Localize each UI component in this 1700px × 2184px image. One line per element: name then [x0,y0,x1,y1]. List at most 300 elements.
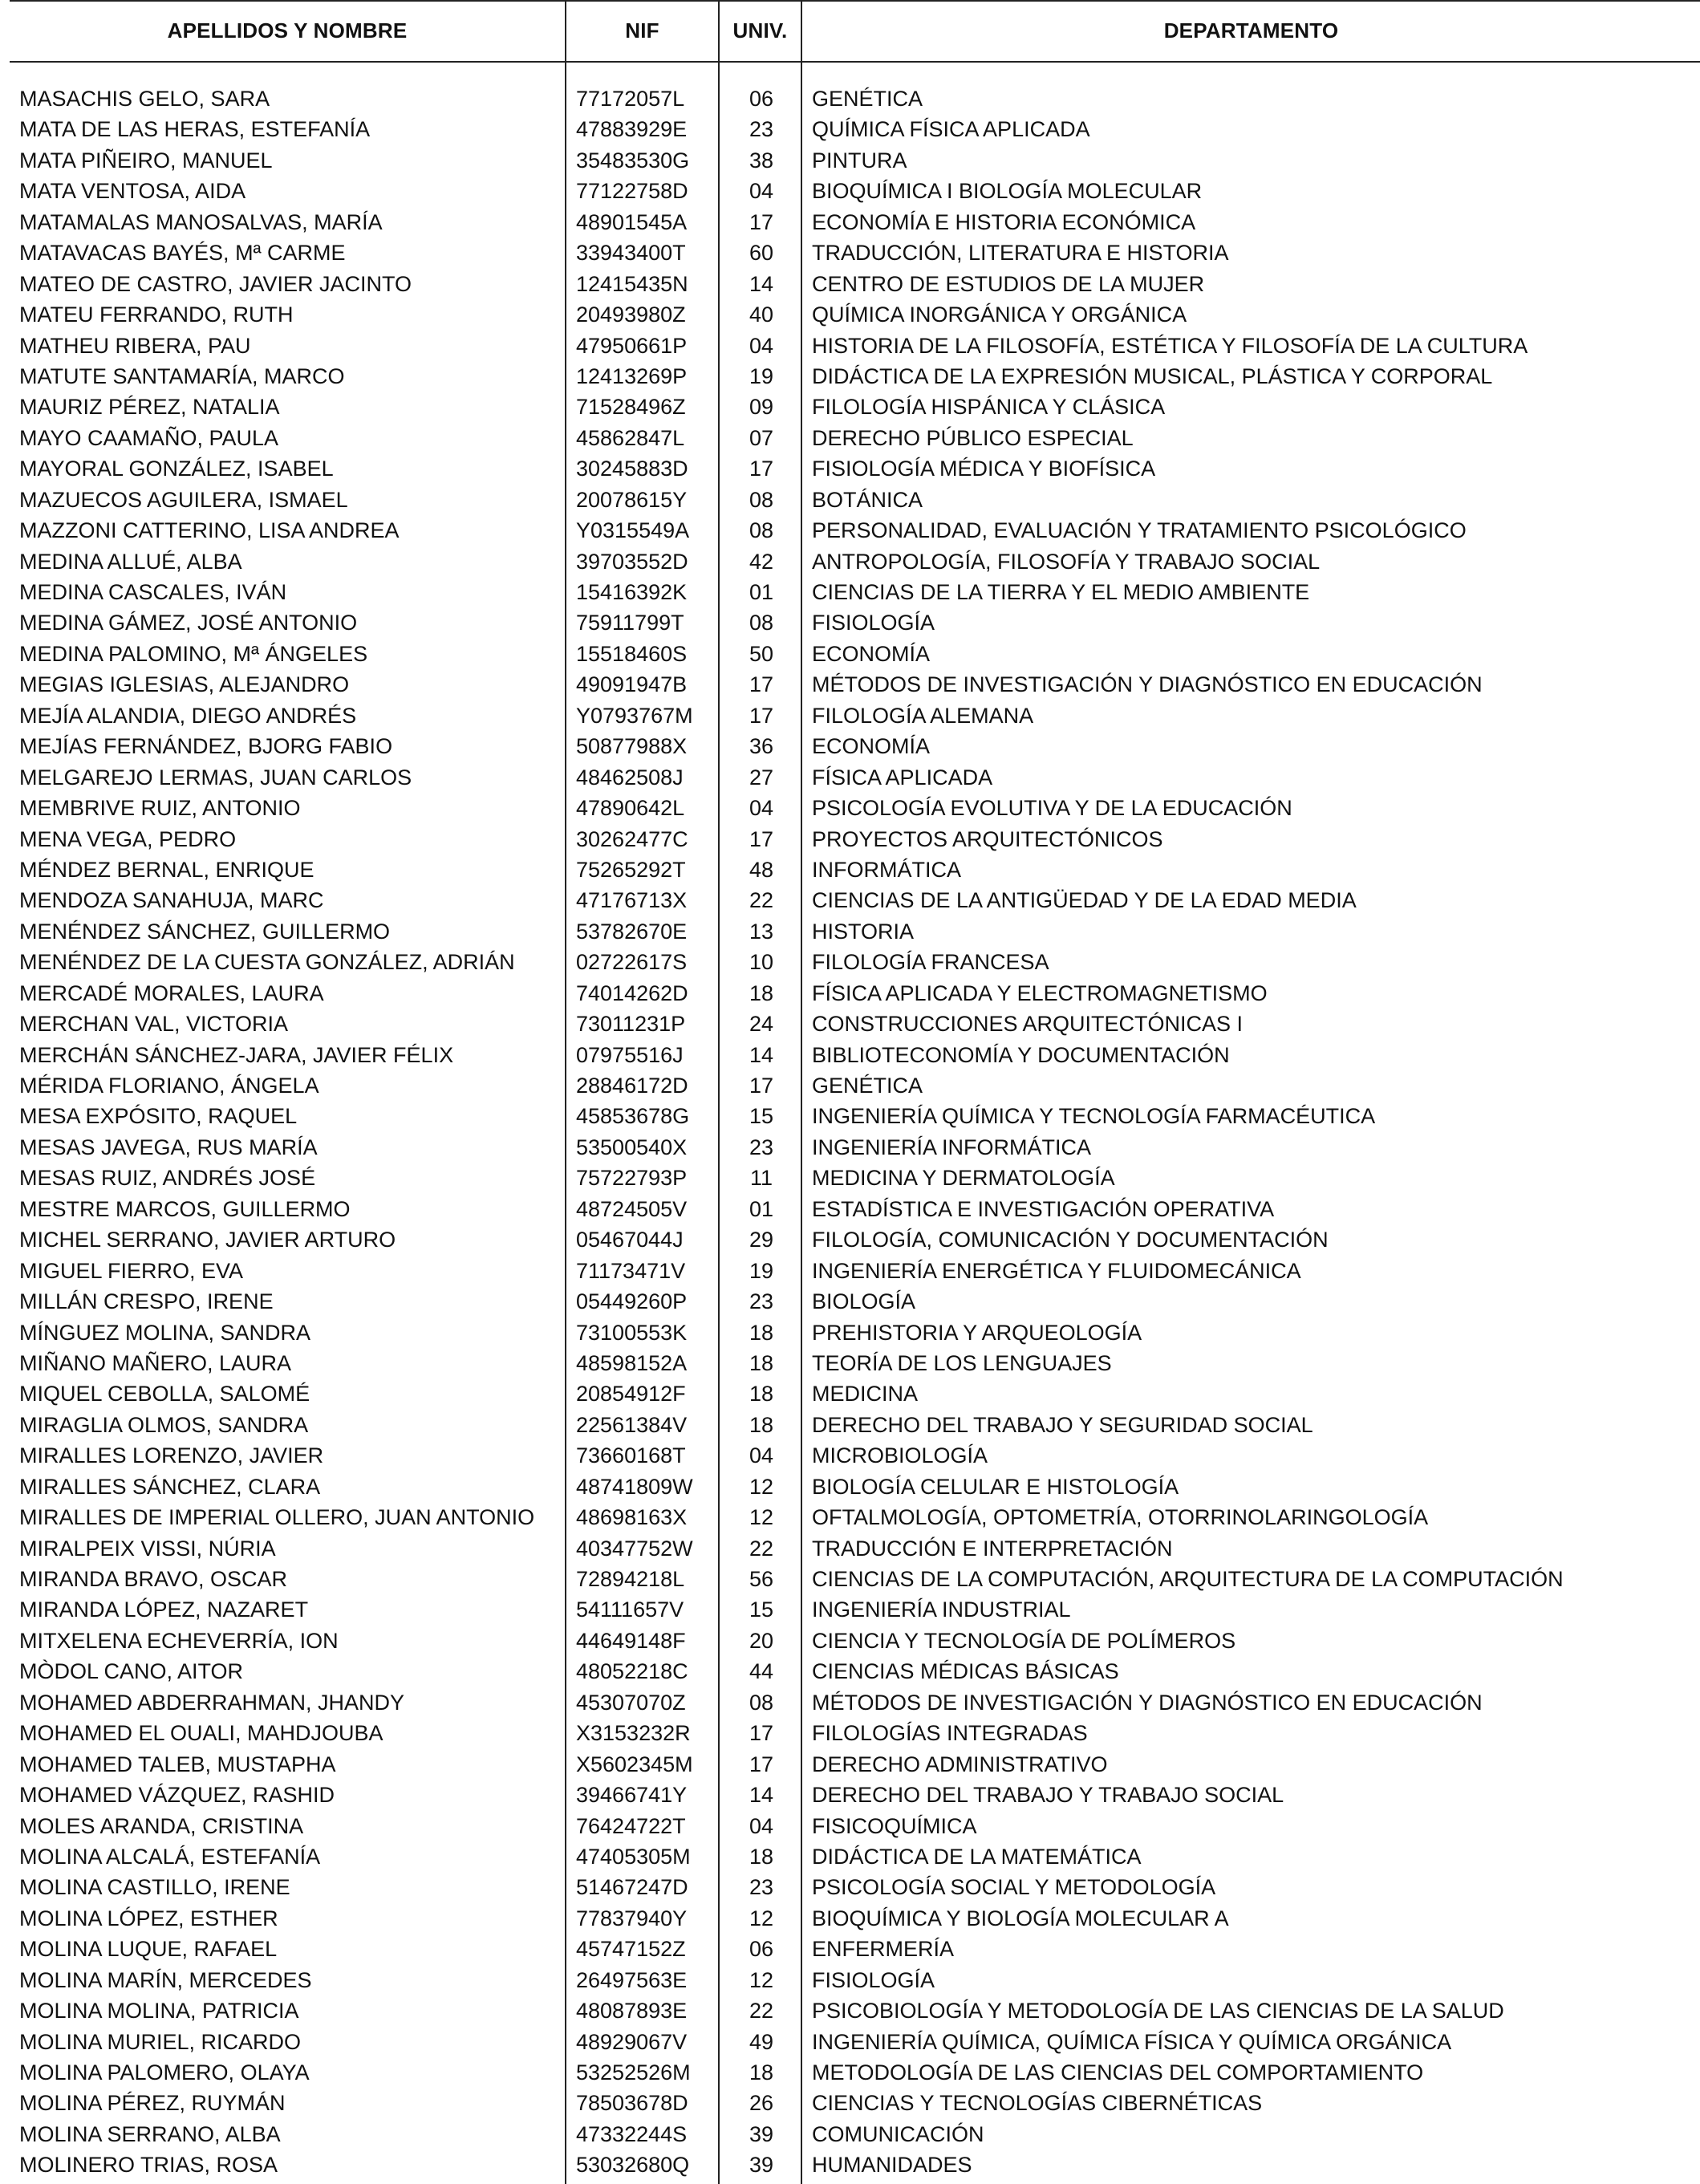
cell-nif: 05467044J [576,1228,684,1252]
cell-nif: 48698163X [576,1505,688,1530]
cell-name: MÒDOL CANO, AITOR [19,1659,244,1684]
cell-nif: 75265292T [576,857,686,882]
table-row [0,639,1700,669]
cell-dept: OFTALMOLOGÍA, OPTOMETRÍA, OTORRINOLARINGOLOGÍA [812,1505,1429,1530]
cell-name: MOLINA MURIEL, RICARDO [19,2029,302,2054]
cell-dept: DERECHO PÚBLICO ESPECIAL [812,425,1134,450]
cell-nif: 20854912F [576,1382,686,1407]
cell-name: MOLINA PÉREZ, RUYMÁN [19,2091,286,2116]
cell-dept: FILOLOGÍAS INTEGRADAS [812,1721,1088,1746]
cell-name: MOLINA MOLINA, PATRICIA [19,1999,299,2024]
cell-univ: 44 [749,1659,774,1684]
cell-dept: MEDICINA [812,1382,919,1407]
table-row [0,2088,1700,2118]
table-row [0,1626,1700,1656]
header-name: APELLIDOS Y NOMBRE [167,18,408,43]
table-row [0,577,1700,607]
cell-univ: 27 [749,765,774,790]
cell-univ: 18 [749,980,774,1005]
cell-nif: 76424722T [576,1813,686,1838]
table-row [0,1256,1700,1286]
table-row [0,1472,1700,1502]
cell-univ: 60 [749,241,774,266]
table-row [0,1440,1700,1471]
cell-univ: 08 [749,1690,774,1715]
cell-univ: 40 [749,302,774,327]
cell-dept: DERECHO DEL TRABAJO Y SEGURIDAD SOCIAL [812,1412,1313,1437]
cell-univ: 23 [749,1875,774,1900]
cell-univ: 13 [749,919,774,944]
cell-nif: 77122758D [576,179,688,204]
table-row [0,669,1700,700]
cell-univ: 24 [749,1012,774,1037]
cell-univ: 06 [749,87,774,111]
cell-nif: 73100553K [576,1320,688,1345]
table-row [0,361,1700,392]
table-row [0,824,1700,855]
cell-univ: 22 [749,1536,774,1561]
table-row [0,515,1700,546]
cell-nif: 45862847L [576,425,685,450]
cell-nif: 48087893E [576,1999,688,2024]
cell-name: MAURIZ PÉREZ, NATALIA [19,395,280,420]
cell-univ: 26 [749,2091,774,2116]
cell-dept: INGENIERÍA QUÍMICA, QUÍMICA FÍSICA Y QUÍMICA ORGÁNICA [812,2029,1452,2054]
table-row [0,176,1700,206]
cell-dept: MÉTODOS DE INVESTIGACIÓN Y DIAGNÓSTICO EN EDUCACIÓN [812,1690,1483,1715]
cell-dept: HISTORIA [812,919,915,944]
cell-nif: 77837940Y [576,1906,688,1930]
table-row [0,731,1700,761]
cell-dept: HISTORIA DE LA FILOSOFÍA, ESTÉTICA Y FILOSOFÍA DE LA CULTURA [812,333,1528,358]
table-row [0,1811,1700,1841]
cell-nif: 47890642L [576,796,685,821]
table-row [0,237,1700,268]
cell-dept: BIOLOGÍA CELULAR E HISTOLOGÍA [812,1474,1179,1499]
cell-dept: INGENIERÍA ENERGÉTICA Y FLUIDOMECÁNICA [812,1258,1301,1283]
cell-name: MOHAMED EL OUALI, MAHDJOUBA [19,1721,383,1746]
cell-name: MOLINA LUQUE, RAFAEL [19,1937,278,1962]
cell-nif: 48741809W [576,1474,693,1499]
table-row [0,855,1700,885]
table-row [0,269,1700,299]
table-row [0,762,1700,793]
cell-nif: 47950661P [576,333,688,358]
cell-nif: 12415435N [576,271,688,296]
table-body [0,83,1700,2181]
cell-univ: 08 [749,487,774,512]
cell-dept: CONSTRUCCIONES ARQUITECTÓNICAS I [812,1012,1244,1037]
cell-univ: 19 [749,363,774,388]
cell-dept: BIOQUÍMICA I BIOLOGÍA MOLECULAR [812,179,1203,204]
cell-dept: INGENIERÍA INDUSTRIAL [812,1597,1071,1622]
cell-name: MOLINA PALOMERO, OLAYA [19,2060,310,2085]
cell-univ: 17 [749,1074,774,1098]
cell-univ: 08 [749,518,774,543]
table-row [0,1163,1700,1193]
cell-univ: 09 [749,395,774,420]
table-row [0,2119,1700,2149]
cell-name: MENÉNDEZ DE LA CUESTA GONZÁLEZ, ADRIÁN [19,950,515,975]
cell-univ: 04 [749,796,774,821]
cell-name: MOLINA LÓPEZ, ESTHER [19,1906,278,1930]
cell-dept: BIOQUÍMICA Y BIOLOGÍA MOLECULAR A [812,1906,1229,1930]
cell-name: MÍNGUEZ MOLINA, SANDRA [19,1320,311,1345]
table-row [0,207,1700,237]
cell-name: MOHAMED ABDERRAHMAN, JHANDY [19,1690,405,1715]
cell-univ: 10 [749,950,774,975]
cell-nif: 45307070Z [576,1690,686,1715]
cell-univ: 23 [749,1135,774,1159]
cell-name: MATA VENTOSA, AIDA [19,179,246,204]
cell-nif: 40347752W [576,1536,693,1561]
cell-dept: PSICOLOGÍA SOCIAL Y METODOLOGÍA [812,1875,1216,1900]
cell-name: MILLÁN CRESPO, IRENE [19,1289,274,1314]
table-row [0,1070,1700,1101]
cell-name: MOLINA ALCALÁ, ESTEFANÍA [19,1844,321,1869]
cell-dept: BIBLIOTECONOMÍA Y DOCUMENTACIÓN [812,1042,1230,1067]
table-row [0,885,1700,915]
cell-name: MATEO DE CASTRO, JAVIER JACINTO [19,271,412,296]
cell-nif: 53782670E [576,919,688,944]
table-row [0,1132,1700,1163]
cell-nif: Y0315549A [576,518,690,543]
cell-dept: PROYECTOS ARQUITECTÓNICOS [812,826,1163,851]
table-row [0,1564,1700,1594]
cell-nif: 39466741Y [576,1783,688,1808]
cell-name: MÉNDEZ BERNAL, ENRIQUE [19,857,314,882]
cell-name: MIRALPEIX VISSI, NÚRIA [19,1536,276,1561]
cell-dept: MÉTODOS DE INVESTIGACIÓN Y DIAGNÓSTICO EN EDUCACIÓN [812,672,1483,697]
cell-name: MIRAGLIA OLMOS, SANDRA [19,1412,309,1437]
cell-dept: INGENIERÍA QUÍMICA Y TECNOLOGÍA FARMACÉUTICA [812,1104,1376,1129]
header-dept: DEPARTAMENTO [1163,18,1339,43]
table-row [0,1194,1700,1224]
cell-name: MATA PIÑEIRO, MANUEL [19,148,273,173]
cell-univ: 17 [749,1752,774,1776]
cell-name: MATHEU RIBERA, PAU [19,333,251,358]
cell-nif: 47883929E [576,117,688,142]
cell-nif: 30245883D [576,457,688,481]
cell-name: MOLINA CASTILLO, IRENE [19,1875,290,1900]
table-row [0,1317,1700,1348]
cell-dept: ANTROPOLOGÍA, FILOSOFÍA Y TRABAJO SOCIAL [812,549,1321,574]
cell-nif: 48929067V [576,2029,688,2054]
cell-univ: 23 [749,1289,774,1314]
table-row [0,1872,1700,1902]
cell-name: MEDINA GÁMEZ, JOSÉ ANTONIO [19,611,358,635]
cell-name: MEGIAS IGLESIAS, ALEJANDRO [19,672,350,697]
cell-univ: 17 [749,826,774,851]
cell-dept: ECONOMÍA [812,641,931,666]
cell-univ: 18 [749,1382,774,1407]
cell-name: MAZZONI CATTERINO, LISA ANDREA [19,518,400,543]
cell-univ: 29 [749,1228,774,1252]
table-row [0,1780,1700,1810]
cell-nif: 53500540X [576,1135,688,1159]
cell-name: MITXELENA ECHEVERRÍA, ION [19,1628,339,1653]
cell-dept: INGENIERÍA INFORMÁTICA [812,1135,1092,1159]
cell-nif: 07975516J [576,1042,684,1067]
cell-name: MAZUECOS AGUILERA, ISMAEL [19,487,348,512]
cell-dept: TEORÍA DE LOS LENGUAJES [812,1350,1112,1375]
table-row [0,1348,1700,1378]
cell-univ: 07 [749,425,774,450]
cell-name: MOHAMED TALEB, MUSTAPHA [19,1752,336,1776]
cell-name: MELGAREJO LERMAS, JUAN CARLOS [19,765,412,790]
cell-name: MICHEL SERRANO, JAVIER ARTURO [19,1228,396,1252]
table-row [0,1594,1700,1625]
cell-dept: CIENCIAS MÉDICAS BÁSICAS [812,1659,1119,1684]
cell-univ: 38 [749,148,774,173]
table-row [0,1749,1700,1780]
cell-name: MESAS RUIZ, ANDRÉS JOSÉ [19,1166,316,1191]
cell-dept: DERECHO ADMINISTRATIVO [812,1752,1108,1776]
table-row [0,700,1700,731]
cell-dept: TRADUCCIÓN, LITERATURA E HISTORIA [812,241,1229,266]
table-row [0,916,1700,947]
cell-univ: 20 [749,1628,774,1653]
cell-univ: 18 [749,2060,774,2085]
cell-dept: PINTURA [812,148,907,173]
cell-dept: FILOLOGÍA FRANCESA [812,950,1049,975]
cell-dept: DERECHO DEL TRABAJO Y TRABAJO SOCIAL [812,1783,1284,1808]
table-row [0,1502,1700,1532]
cell-nif: 26497563E [576,1967,688,1992]
cell-name: MIGUEL FIERRO, EVA [19,1258,244,1283]
cell-univ: 17 [749,703,774,728]
cell-nif: 48052218C [576,1659,688,1684]
cell-univ: 18 [749,1412,774,1437]
table-row [0,83,1700,114]
cell-name: MOLINA SERRANO, ALBA [19,2121,281,2146]
cell-univ: 06 [749,1937,774,1962]
table-row [0,2057,1700,2088]
cell-name: MENÉNDEZ SÁNCHEZ, GUILLERMO [19,919,391,944]
cell-dept: QUÍMICA INORGÁNICA Y ORGÁNICA [812,302,1187,327]
cell-univ: 18 [749,1844,774,1869]
cell-nif: 05449260P [576,1289,688,1314]
table-row [0,2027,1700,2057]
table-row [0,1378,1700,1409]
cell-univ: 22 [749,1999,774,2024]
cell-dept: HUMANIDADES [812,2153,972,2178]
cell-univ: 17 [749,672,774,697]
cell-nif: 54111657V [576,1597,684,1622]
cell-nif: 22561384V [576,1412,688,1437]
cell-nif: 78503678D [576,2091,688,2116]
cell-nif: 71173471V [576,1258,686,1283]
cell-nif: 53252526M [576,2060,691,2085]
cell-nif: 73660168T [576,1443,686,1468]
cell-nif: 75722793P [576,1166,688,1191]
table-row [0,331,1700,361]
cell-name: MESTRE MARCOS, GUILLERMO [19,1196,351,1221]
cell-univ: 50 [749,641,774,666]
cell-univ: 36 [749,734,774,759]
cell-nif: 15518460S [576,641,688,666]
table-row [0,392,1700,422]
table-row [0,1410,1700,1440]
table-row [0,145,1700,176]
cell-dept: PERSONALIDAD, EVALUACIÓN Y TRATAMIENTO PSICOLÓGICO [812,518,1467,543]
cell-dept: ECONOMÍA E HISTORIA ECONÓMICA [812,209,1196,234]
table-row [0,1903,1700,1934]
cell-univ: 01 [749,1196,774,1221]
cell-univ: 39 [749,2153,774,2178]
table-row [0,453,1700,484]
cell-name: MÉRIDA FLORIANO, ÁNGELA [19,1074,319,1098]
cell-name: MATAVACAS BAYÉS, Mª CARME [19,241,346,266]
cell-nif: 30262477C [576,826,688,851]
table-row [0,1995,1700,2026]
table-row [0,1286,1700,1317]
cell-name: MERCHAN VAL, VICTORIA [19,1012,289,1037]
cell-name: MERCHÁN SÁNCHEZ-JARA, JAVIER FÉLIX [19,1042,454,1067]
cell-nif: X5602345M [576,1752,693,1776]
cell-univ: 12 [749,1906,774,1930]
cell-name: MIÑANO MAÑERO, LAURA [19,1350,292,1375]
cell-nif: 72894218L [576,1567,685,1591]
cell-dept: INFORMÁTICA [812,857,961,882]
cell-nif: Y0793767M [576,703,693,728]
cell-name: MATA DE LAS HERAS, ESTEFANÍA [19,117,371,142]
cell-univ: 01 [749,580,774,604]
table-row [0,1533,1700,1564]
cell-dept: BOTÁNICA [812,487,923,512]
cell-dept: FILOLOGÍA HISPÁNICA Y CLÁSICA [812,395,1166,420]
cell-univ: 04 [749,1443,774,1468]
cell-nif: 20078615Y [576,487,688,512]
cell-dept: FILOLOGÍA, COMUNICACIÓN Y DOCUMENTACIÓN [812,1228,1329,1252]
cell-nif: 71528496Z [576,395,686,420]
cell-name: MASACHIS GELO, SARA [19,87,270,111]
cell-dept: CIENCIA Y TECNOLOGÍA DE POLÍMEROS [812,1628,1236,1653]
cell-name: MEDINA CASCALES, IVÁN [19,580,287,604]
cell-name: MIQUEL CEBOLLA, SALOMÉ [19,1382,310,1407]
cell-dept: FILOLOGÍA ALEMANA [812,703,1034,728]
cell-nif: 44649148F [576,1628,686,1653]
table-row [0,1718,1700,1748]
cell-name: MIRALLES SÁNCHEZ, CLARA [19,1474,321,1499]
cell-dept: FÍSICA APLICADA [812,765,993,790]
table-row [0,485,1700,515]
cell-nif: 45747152Z [576,1937,686,1962]
cell-nif: X3153232R [576,1721,691,1746]
cell-dept: ECONOMÍA [812,734,931,759]
cell-name: MEDINA ALLUÉ, ALBA [19,549,242,574]
table-row [0,2149,1700,2180]
cell-univ: 04 [749,179,774,204]
cell-dept: PREHISTORIA Y ARQUEOLOGÍA [812,1320,1142,1345]
table-header-border [10,61,1700,63]
cell-univ: 17 [749,1721,774,1746]
cell-univ: 14 [749,1042,774,1067]
cell-dept: PSICOLOGÍA EVOLUTIVA Y DE LA EDUCACIÓN [812,796,1292,821]
cell-univ: 49 [749,2029,774,2054]
cell-dept: FISIOLOGÍA MÉDICA Y BIOFÍSICA [812,457,1156,481]
cell-dept: CIENCIAS DE LA TIERRA Y EL MEDIO AMBIENTE [812,580,1310,604]
table-row [0,1009,1700,1039]
table-row [0,1965,1700,1995]
cell-dept: MICROBIOLOGÍA [812,1443,988,1468]
table-row [0,299,1700,330]
cell-nif: 47332244S [576,2121,688,2146]
cell-dept: BIOLOGÍA [812,1289,916,1314]
cell-name: MENA VEGA, PEDRO [19,826,237,851]
cell-nif: 48724505V [576,1196,688,1221]
cell-dept: CENTRO DE ESTUDIOS DE LA MUJER [812,271,1205,296]
cell-name: MOLINA MARÍN, MERCEDES [19,1967,312,1992]
cell-dept: COMUNICACIÓN [812,2121,984,2146]
table-row [0,793,1700,823]
table-row [0,1687,1700,1718]
cell-dept: CIENCIAS DE LA ANTIGÜEDAD Y DE LA EDAD MEDIA [812,888,1357,913]
cell-univ: 17 [749,209,774,234]
cell-dept: PSICOBIOLOGÍA Y METODOLOGÍA DE LAS CIENCIAS DE LA SALUD [812,1999,1504,2024]
header-nif: NIF [625,18,659,43]
cell-name: MIRANDA BRAVO, OSCAR [19,1567,288,1591]
cell-univ: 18 [749,1350,774,1375]
cell-name: MOLES ARANDA, CRISTINA [19,1813,304,1838]
cell-univ: 12 [749,1967,774,1992]
table-row [0,114,1700,144]
table-row [0,607,1700,638]
cell-nif: 33943400T [576,241,686,266]
cell-nif: 47405305M [576,1844,691,1869]
cell-nif: 49091947B [576,672,688,697]
cell-univ: 19 [749,1258,774,1283]
table-row [0,546,1700,577]
cell-dept: DIDÁCTICA DE LA MATEMÁTICA [812,1844,1142,1869]
cell-dept: DIDÁCTICA DE LA EXPRESIÓN MUSICAL, PLÁSTICA Y CORPORAL [812,363,1493,388]
cell-nif: 50877988X [576,734,688,759]
cell-nif: 48598152A [576,1350,688,1375]
table-row [0,1841,1700,1872]
table-row [0,1040,1700,1070]
cell-nif: 47176713X [576,888,688,913]
cell-univ: 12 [749,1505,774,1530]
cell-dept: ESTADÍSTICA E INVESTIGACIÓN OPERATIVA [812,1196,1275,1221]
cell-nif: 73011231P [576,1012,686,1037]
cell-univ: 08 [749,611,774,635]
cell-univ: 14 [749,271,774,296]
cell-name: MEJÍA ALANDIA, DIEGO ANDRÉS [19,703,357,728]
cell-dept: FISICOQUÍMICA [812,1813,977,1838]
cell-univ: 11 [749,1166,773,1191]
cell-nif: 74014262D [576,980,688,1005]
cell-dept: CIENCIAS DE LA COMPUTACIÓN, ARQUITECTURA DE LA COMPUTACIÓN [812,1567,1564,1591]
cell-univ: 48 [749,857,774,882]
cell-dept: GENÉTICA [812,87,923,111]
table-row [0,423,1700,453]
cell-univ: 56 [749,1567,774,1591]
cell-univ: 39 [749,2121,774,2146]
cell-univ: 14 [749,1783,774,1808]
cell-nif: 15416392K [576,580,688,604]
cell-univ: 15 [749,1104,774,1129]
cell-dept: FÍSICA APLICADA Y ELECTROMAGNETISMO [812,980,1268,1005]
cell-name: MATAMALAS MANOSALVAS, MARÍA [19,209,383,234]
cell-name: MATEU FERRANDO, RUTH [19,302,294,327]
cell-nif: 45853678G [576,1104,690,1129]
table-row [0,1656,1700,1687]
cell-dept: CIENCIAS Y TECNOLOGÍAS CIBERNÉTICAS [812,2091,1263,2116]
cell-name: MEJÍAS FERNÁNDEZ, BJORG FABIO [19,734,393,759]
cell-nif: 77172057L [576,87,685,111]
cell-dept: MEDICINA Y DERMATOLOGÍA [812,1166,1115,1191]
cell-nif: 39703552D [576,549,688,574]
